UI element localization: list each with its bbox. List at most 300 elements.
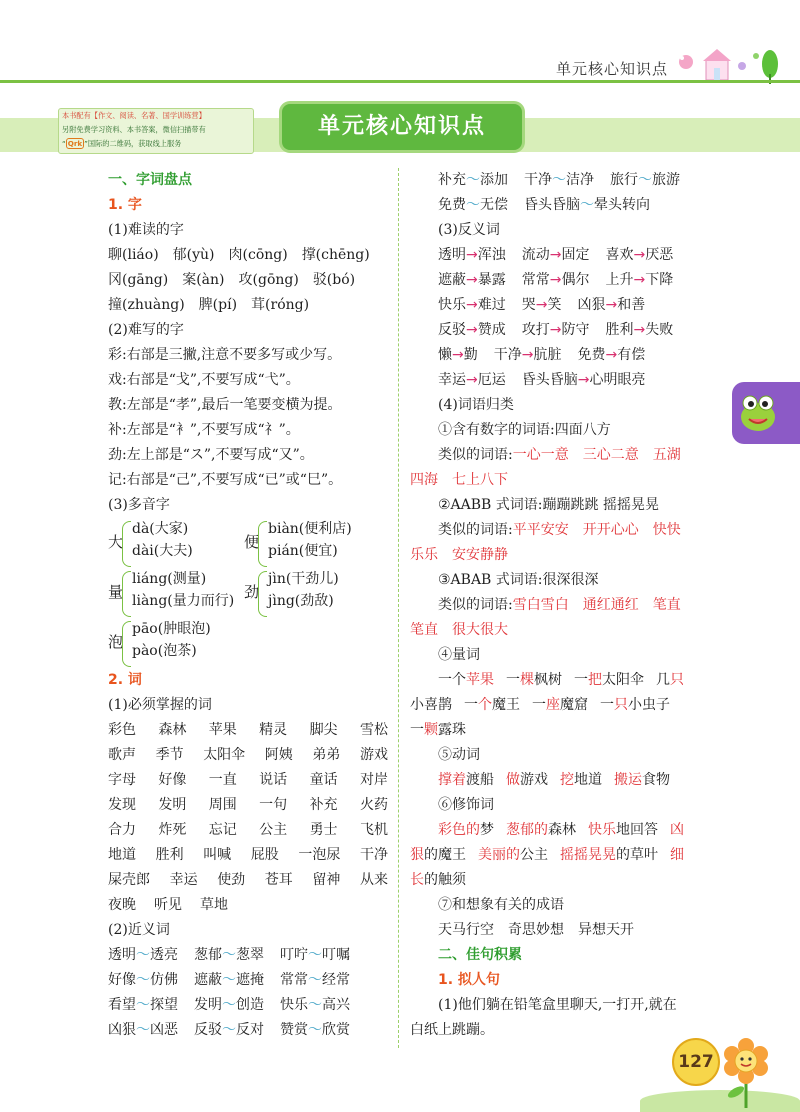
arrow-icon: → <box>633 322 646 338</box>
word-item: 精灵 <box>259 722 288 738</box>
word: 旅游 <box>652 172 680 188</box>
similar-word: 雪白雪白 <box>512 597 569 613</box>
word-item: 补充 <box>309 797 338 813</box>
word-pair <box>494 347 562 363</box>
modifier: 葱郁的 <box>506 822 548 838</box>
word-item: 干净 <box>359 847 388 863</box>
arrow-icon: → <box>466 322 478 338</box>
similar-word: 开开心心 <box>582 522 639 538</box>
class-heading: ③ABAB 式词语:很深很深 <box>438 572 599 588</box>
class-heading: ④量词 <box>438 647 480 663</box>
synonym-list-continued <box>410 168 740 218</box>
word-item: 屁股 <box>250 847 279 863</box>
measure-word: 把 <box>588 672 602 688</box>
brace-icon <box>258 571 267 617</box>
word: 一 <box>506 672 520 688</box>
word: 小喜鹊 <box>410 697 452 713</box>
verb-phrase <box>560 772 602 788</box>
must-learn-word-list <box>108 718 388 918</box>
word: 下降 <box>645 272 674 288</box>
word-item: 忘记 <box>208 822 237 838</box>
similar-word: 一心一意 <box>512 447 569 463</box>
word: 经常 <box>322 972 350 988</box>
word: 幸运 <box>438 372 466 388</box>
sentence-line: 白纸上跳蹦。 <box>410 1022 494 1038</box>
arrow-icon: → <box>549 272 562 288</box>
word-item: 雪松 <box>359 722 388 738</box>
header-rule <box>0 80 800 83</box>
word-item: 飞机 <box>359 822 388 838</box>
tilde-icon: ～ <box>308 1022 322 1038</box>
word-item: 阿姨 <box>264 747 293 763</box>
polyphone-row <box>108 568 388 618</box>
word-pair <box>522 272 590 288</box>
modifier: 凶 <box>670 822 684 838</box>
word-item: 脚尖 <box>309 722 338 738</box>
word-pair-row <box>410 268 740 293</box>
word: 的触须 <box>424 872 466 888</box>
word-pair <box>522 372 646 388</box>
word: 反驳 <box>194 1022 222 1038</box>
word-row <box>108 818 388 843</box>
word-row <box>108 768 388 793</box>
verb-line <box>410 768 740 793</box>
word: 旅行 <box>610 172 638 188</box>
similar-words-line: 类似的词语:一心一意 三心二意 五湖 <box>438 447 681 463</box>
word: 难过 <box>477 297 506 313</box>
word: 一 <box>410 722 424 738</box>
list-heading: (3)多音字 <box>108 497 170 513</box>
word: 高兴 <box>322 997 350 1013</box>
similar-words-line <box>410 543 740 568</box>
word-pair <box>438 372 506 388</box>
word-pair <box>605 272 673 288</box>
polyphone-char: 便 <box>244 533 260 551</box>
similar-word: 笔直 <box>652 597 681 613</box>
measure-phrase <box>600 697 670 713</box>
measure-word: 棵 <box>520 672 534 688</box>
word: 流动 <box>521 247 550 263</box>
word-pair-row <box>410 318 740 343</box>
word: 免费 <box>438 197 466 213</box>
word: 有偿 <box>617 347 646 363</box>
word: 的魔王 <box>424 847 466 863</box>
word-row <box>108 743 388 768</box>
similar-word: 笔直 <box>410 622 438 638</box>
word: 反驳 <box>438 322 466 338</box>
word-pair <box>108 972 178 988</box>
modifier-phrase <box>410 872 466 888</box>
tilde-icon: ～ <box>222 947 236 963</box>
section-heading: 二、佳句积累 <box>438 947 522 963</box>
word: 和善 <box>617 297 646 313</box>
tilde-icon: ～ <box>136 972 150 988</box>
polyphone-char: 量 <box>108 583 124 601</box>
class-heading: ⑦和想象有关的成语 <box>438 897 564 913</box>
modifier-phrase <box>670 847 684 863</box>
measure-phrase <box>656 672 684 688</box>
word-pair-row <box>108 993 388 1018</box>
word: 无偿 <box>480 197 508 213</box>
word: 一 <box>574 672 588 688</box>
tilde-icon: ～ <box>552 172 566 188</box>
word-pair-row <box>410 243 740 268</box>
word: 葱郁 <box>194 947 222 963</box>
word: 昏头昏脑 <box>521 372 578 388</box>
char-note: 劲:左上部是“ス”,不要写成“又”。 <box>108 447 314 463</box>
measure-word: 座 <box>546 697 560 713</box>
arrow-icon: → <box>605 297 618 313</box>
word: 洁净 <box>566 172 594 188</box>
word-item: 季节 <box>155 747 184 763</box>
word-item: 游戏 <box>359 747 388 763</box>
word: 厌恶 <box>645 247 674 263</box>
word: 森林 <box>548 822 576 838</box>
word-pair <box>522 247 590 263</box>
modifier: 快乐 <box>588 822 616 838</box>
word-pair <box>577 297 645 313</box>
polyphone-row <box>108 618 388 668</box>
similar-word: 平平安安 <box>512 522 569 538</box>
word-pair <box>438 172 508 188</box>
sentence-line: (1)他们躺在铅笔盒里聊天,一打开,就在 <box>438 997 677 1013</box>
word: 常常 <box>280 972 308 988</box>
word: 凶狠 <box>577 297 606 313</box>
modifier: 彩色的 <box>438 822 480 838</box>
modifier: 美丽的 <box>478 847 520 863</box>
arrow-icon: → <box>466 272 478 288</box>
verb: 搬运 <box>614 772 642 788</box>
measure-word: 个 <box>478 697 492 713</box>
char-item: 案(àn) <box>182 272 225 288</box>
word-pair <box>610 172 680 188</box>
arrow-icon: → <box>466 297 478 313</box>
class-heading: ⑥修饰词 <box>438 797 494 813</box>
word-item: 字母 <box>108 772 136 788</box>
word: 笑 <box>547 297 562 313</box>
word-pair <box>438 347 478 363</box>
word-item: 发现 <box>108 797 136 813</box>
word: 晕头转向 <box>594 197 650 213</box>
arrow-icon: → <box>633 272 646 288</box>
modifier: 长 <box>410 872 424 888</box>
char-note: 戏:右部是“戈”,不要写成“弋”。 <box>108 372 300 388</box>
word-item: 听见 <box>154 897 182 913</box>
arrow-icon: → <box>577 372 590 388</box>
word-pair <box>524 197 650 213</box>
word-pair <box>280 1022 350 1038</box>
word-item: 一直 <box>208 772 237 788</box>
char-row <box>108 268 388 293</box>
section-heading: 一、字词盘点 <box>108 172 192 188</box>
modifier-phrase <box>438 822 494 838</box>
modifier-phrase <box>560 847 658 863</box>
modifier-phrase <box>588 822 658 838</box>
measure-word: 只 <box>670 672 684 688</box>
measure-phrase <box>532 697 588 713</box>
word-pair <box>522 297 562 313</box>
word-item: 公主 <box>259 822 288 838</box>
tilde-icon: ～ <box>308 972 322 988</box>
char-item: 驳(bó) <box>312 272 356 288</box>
word: 昏头昏脑 <box>524 197 580 213</box>
char-item: 撑(chēng) <box>301 247 370 263</box>
word-pair <box>108 997 178 1013</box>
polyphone-list <box>108 518 388 668</box>
word-pair <box>194 947 264 963</box>
word-item: 留神 <box>312 872 341 888</box>
class-heading: ①含有数字的词语:四面八方 <box>438 422 611 438</box>
idiom: 奇思妙想 <box>508 922 564 938</box>
word: 一 <box>464 697 478 713</box>
measure-word-line <box>410 693 740 718</box>
word: 创造 <box>236 997 264 1013</box>
polyphone-reading: jìn(干劲儿) <box>268 571 339 587</box>
word: 一 <box>600 697 614 713</box>
antonym-list <box>410 243 740 393</box>
word-item: 发明 <box>158 797 187 813</box>
tilde-icon: ～ <box>466 197 480 213</box>
word: 哭 <box>521 297 536 313</box>
word: 叮嘱 <box>322 947 350 963</box>
similar-word: 五湖 <box>652 447 681 463</box>
word: 浑浊 <box>477 247 506 263</box>
word: 渡船 <box>466 772 494 788</box>
word: 食物 <box>642 772 670 788</box>
measure-phrase <box>438 672 494 688</box>
word: 常常 <box>521 272 550 288</box>
word-pair-row <box>410 293 740 318</box>
word: 防守 <box>561 322 590 338</box>
char-item: 郁(yù) <box>172 247 215 263</box>
tilde-icon: ～ <box>638 172 652 188</box>
similar-word: 四海 <box>410 472 438 488</box>
list-heading: (3)反义词 <box>438 222 500 238</box>
char-item: 肉(cōng) <box>228 247 288 263</box>
word-item: 说话 <box>259 772 288 788</box>
modifier-line <box>410 868 740 893</box>
polyphone-reading: jìng(劲敌) <box>268 593 334 609</box>
idiom: 异想天开 <box>578 922 634 938</box>
right-column <box>410 168 740 1043</box>
word: 枫树 <box>534 672 562 688</box>
word: 赞成 <box>477 322 506 338</box>
word-pair-row <box>410 343 740 368</box>
modifier-phrase <box>506 822 576 838</box>
word: 胜利 <box>605 322 634 338</box>
word-item: 太阳伞 <box>203 747 246 763</box>
word: 叮咛 <box>280 947 308 963</box>
word-item: 幸运 <box>169 872 198 888</box>
word-pair <box>108 1022 178 1038</box>
similar-word: 安安静静 <box>452 547 508 563</box>
word: 游戏 <box>520 772 548 788</box>
char-item: 攻(gōng) <box>238 272 299 288</box>
arrow-icon: → <box>549 247 562 263</box>
synonym-list <box>108 943 388 1043</box>
word: 厄运 <box>477 372 506 388</box>
word: 梦 <box>480 822 494 838</box>
list-heading: (2)难写的字 <box>108 322 184 338</box>
word: 好像 <box>108 972 136 988</box>
word: 一个 <box>438 672 466 688</box>
similar-word: 三心二意 <box>582 447 639 463</box>
tilde-icon: ～ <box>308 947 322 963</box>
similar-word: 乐乐 <box>410 547 438 563</box>
hard-write-list <box>108 343 388 493</box>
arrow-icon: → <box>633 247 646 263</box>
modifier-phrase <box>410 847 466 863</box>
subsection-heading: 1. 字 <box>108 197 142 213</box>
tilde-icon: ～ <box>222 1022 236 1038</box>
promo-box <box>58 108 254 154</box>
subsection-heading: 1. 拟人句 <box>438 972 500 988</box>
polyphone-reading: pào(泡茶) <box>132 643 197 659</box>
word-item: 一泡尿 <box>298 847 341 863</box>
arrow-icon: → <box>605 347 618 363</box>
measure-word: 只 <box>614 697 628 713</box>
polyphone-reading: pāo(肿眼泡) <box>132 621 211 637</box>
modifier: 细 <box>670 847 684 863</box>
char-item: 脾(pí) <box>198 297 238 313</box>
word-pair <box>605 322 673 338</box>
similar-words-line: 类似的词语:雪白雪白 通红通红 笔直 <box>438 597 681 613</box>
tilde-icon: ～ <box>136 947 150 963</box>
word-pair-row <box>410 368 740 393</box>
tilde-icon: ～ <box>580 197 594 213</box>
verb-phrase <box>438 772 494 788</box>
tilde-icon: ～ <box>136 997 150 1013</box>
polyphone-reading: dài(大夫) <box>132 543 193 559</box>
word: 添加 <box>480 172 508 188</box>
tilde-icon: ～ <box>466 172 480 188</box>
measure-phrase <box>464 697 520 713</box>
word: 一 <box>532 697 546 713</box>
cartoon-house-decoration-icon <box>676 44 786 84</box>
word: 葱翠 <box>236 947 264 963</box>
word-pair <box>280 972 350 988</box>
word-pair-row <box>108 968 388 993</box>
tilde-icon: ～ <box>136 1022 150 1038</box>
similar-word: 很大很大 <box>452 622 508 638</box>
arrow-icon: → <box>466 247 478 263</box>
word-item: 胜利 <box>155 847 184 863</box>
word: 攻打 <box>521 322 550 338</box>
measure-word-line <box>410 668 740 693</box>
banner-title-box <box>282 104 522 150</box>
promo-line-3: “ Qrk ”国际的二维码，获取线上服务 <box>62 139 182 148</box>
char-note: 彩:右部是三撇,注意不要多写或少写。 <box>108 347 342 363</box>
word: 看望 <box>108 997 136 1013</box>
word-item: 弟弟 <box>312 747 341 763</box>
word-row <box>108 893 388 918</box>
word: 仿佛 <box>150 972 178 988</box>
word-item: 从来 <box>359 872 388 888</box>
polyphone-reading: liàng(量力而行) <box>132 593 235 609</box>
word-item: 勇士 <box>309 822 338 838</box>
word: 的草叶 <box>616 847 658 863</box>
list-heading: (1)必须掌握的词 <box>108 697 212 713</box>
word-item: 周围 <box>208 797 237 813</box>
polyphone-reading: liáng(测量) <box>132 571 207 587</box>
verb: 挖 <box>560 772 574 788</box>
measure-word-line <box>410 718 740 743</box>
arrow-icon: → <box>549 322 562 338</box>
word-item: 使劲 <box>217 872 246 888</box>
column-divider <box>398 168 399 1048</box>
char-item: 茸(róng) <box>251 297 310 313</box>
word-pair-row <box>410 168 740 193</box>
word-item: 森林 <box>158 722 187 738</box>
word-item: 歌声 <box>108 747 136 763</box>
char-note: 补:左部是“衤”,不要写成“礻”。 <box>108 422 300 438</box>
char-item: 冈(gāng) <box>108 272 169 288</box>
word-pair <box>524 172 594 188</box>
idiom-line <box>410 918 740 943</box>
polyphone-entry <box>244 568 394 618</box>
brace-icon <box>258 521 267 567</box>
promo-line-2: 另附免费学习资料、本书答案，微信扫描带有 <box>62 125 206 134</box>
word-pair <box>438 322 506 338</box>
polyphone-row <box>108 518 388 568</box>
word-pair <box>605 247 673 263</box>
word: 遮蔽 <box>438 272 466 288</box>
word: 免费 <box>577 347 606 363</box>
word-item: 合力 <box>108 822 136 838</box>
char-note: 记:右部是“己”,不要写成“已”或“巳”。 <box>108 472 343 488</box>
qr-badge: Qrk <box>67 139 83 148</box>
verb-phrase <box>614 772 670 788</box>
word: 固定 <box>561 247 590 263</box>
char-row <box>108 293 388 318</box>
polyphone-reading: pián(便宜) <box>268 543 338 559</box>
word-item: 苹果 <box>208 722 237 738</box>
word: 心明眼亮 <box>589 372 646 388</box>
word-pair-row <box>108 1018 388 1043</box>
word: 遮掩 <box>236 972 264 988</box>
word: 赞赏 <box>280 1022 308 1038</box>
word: 补充 <box>438 172 466 188</box>
word-item: 苍耳 <box>264 872 293 888</box>
polyphone-reading: dà(大家) <box>132 521 189 537</box>
polyphone-char: 劲 <box>244 583 260 601</box>
word: 地道 <box>574 772 602 788</box>
hard-read-list <box>108 243 388 318</box>
similar-word: 七上八下 <box>452 472 508 488</box>
word-item: 地道 <box>108 847 136 863</box>
flower-decoration-icon <box>716 1036 776 1108</box>
polyphone-reading: biàn(便利店) <box>268 521 352 537</box>
class-heading: ②AABB 式词语:蹦蹦跳跳 摇摇晃晃 <box>438 497 659 513</box>
word-item: 对岸 <box>359 772 388 788</box>
word-pair <box>194 997 264 1013</box>
running-header-title: 单元核心知识点 <box>555 60 668 78</box>
verb: 做 <box>506 772 520 788</box>
measure-phrase <box>410 697 452 713</box>
similar-words-line: 类似的词语:平平安安 开开心心 快快 <box>438 522 681 538</box>
word-pair <box>522 322 590 338</box>
word: 几 <box>656 672 670 688</box>
word-row <box>108 868 388 893</box>
word-item: 炸死 <box>158 822 187 838</box>
word: 发明 <box>194 997 222 1013</box>
arrow-icon: → <box>535 297 548 313</box>
word-item: 草地 <box>200 897 228 913</box>
subsection-heading: 2. 词 <box>108 672 142 688</box>
list-heading: (2)近义词 <box>108 922 170 938</box>
word-row <box>108 793 388 818</box>
tilde-icon: ～ <box>222 997 236 1013</box>
